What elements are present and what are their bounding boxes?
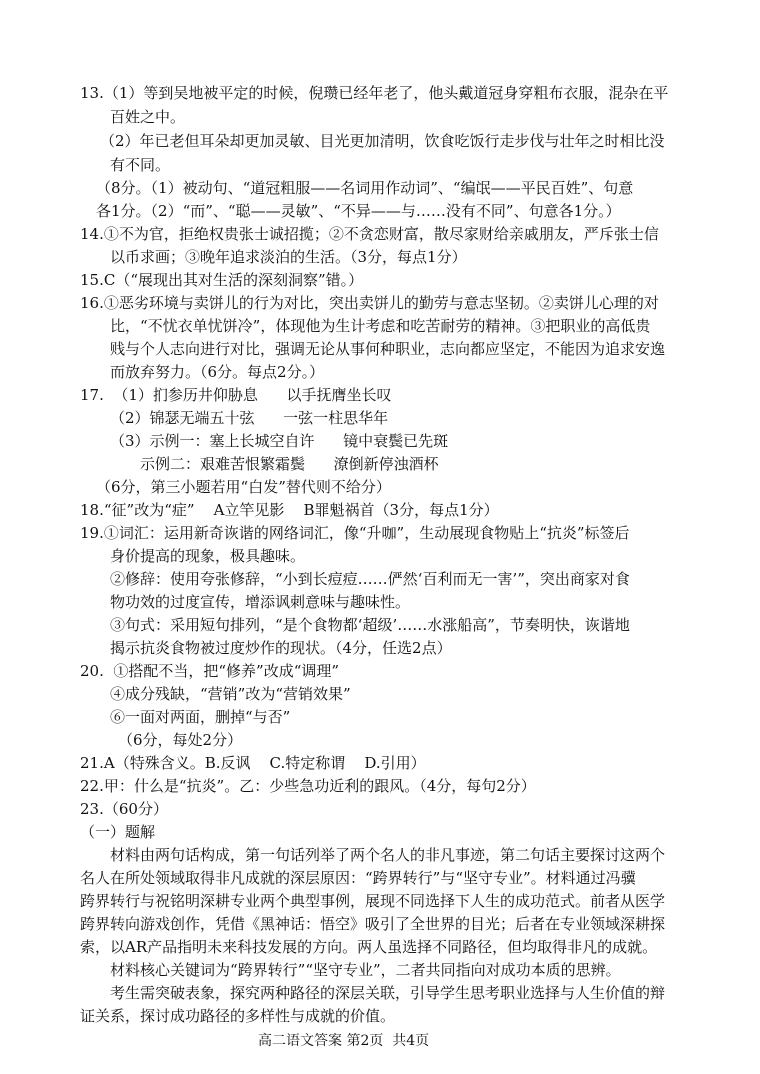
q15-answer: 15.C（“展现出其对生活的深刻洞察”错。） [80,271,364,289]
q22-answer: 22.甲：什么是“抗炎”。乙：少些急功近利的跟风。（4分，每句2分） [80,777,536,795]
q17-answer-4: 示例二：艰难苦恨繁霜鬓 潦倒新停浊酒杯 [140,455,439,473]
q16-answer-2: 比，“不忧衣单忧饼冷”，体现他为生计考虑和吃苦耐劳的精神。③把职业的高低贵 [110,317,651,335]
q23-para2: 材料核心关键词为“跨界转行”“坚守专业”，二者共同指向对成功本质的思辨。 [110,961,621,979]
q19-answer-6: 揭示抗炎食物被过度炒作的现状。（4分，任选2点） [110,639,452,657]
q13-scoring-1: （8分。（1）被动句、“道冠粗服——名词用作动词”、“编氓——平民百姓”、句意 [96,179,634,197]
q14-answer-2: 以币求画；③晚年追求淡泊的生活。（3分，每点1分） [110,248,467,266]
q14-answer-1: 14.①不为官，拒绝权贵张士诚招揽；②不贪恋财富，散尽家财给亲戚朋友，严斥张士信 [80,225,659,243]
q13-answer-1: 13.（1）等到吴地被平定的时候，倪瓒已经年老了，他头戴道冠身穿粗布衣服，混杂在平 [80,84,669,102]
q23-para1-line: 跨界转向游戏创作，凭借《黑神话：悟空》吸引了全世界的目光；后者在专业领域深耕探 [80,915,666,933]
q17-answer-3: （3）示例一：塞上长城空自许 镜中衰鬓已先斑 [110,432,449,450]
q18-answer: 18.“征”改为“症” A立竿见影 B罪魁祸首（3分，每点1分） [80,501,499,519]
q20-answer-2: ④成分残缺，“营销”改为“营销效果” [110,685,351,703]
q19-answer-3: ②修辞：使用夸张修辞，“小到长痘痘……俨然‘百利而无一害’”，突出商家对食 [110,570,630,588]
q23-para1-line: 名人在所处领域取得非凡成就的深层原因：“跨界转行”与“坚守专业”。材料通过冯骥 [80,869,636,887]
q19-answer-1: 19.①词汇：运用新奇诙谐的网络词汇，像“升咖”，生动展现食物贴上“抗炎”标签后 [80,524,630,542]
q21-answer: 21.A（特殊含义。B.反讽 C.特定称谓 D.引用） [80,754,426,772]
q16-answer-1: 16.①恶劣环境与卖饼儿的行为对比，突出卖饼儿的勤劳与意志坚韧。②卖饼儿心理的对 [80,294,659,312]
q19-answer-4: 物功效的过度宣传，增添讽刺意味与趣味性。 [110,593,411,611]
q23-para1-line: 索，以AR产品指明未来科技发展的方向。两人虽选择不同路径，但均取得非凡的成就。 [80,938,658,956]
q20-answer-1: 20. ①搭配不当，把“修养”改成“调理” [80,662,340,680]
page-footer: 高二语文答案 第2页 共4页 [258,1033,430,1049]
q17-answer-2: （2）锦瑟无端五十弦 一弦一柱思华年 [110,409,389,427]
q23-para1-line: 材料由两句话构成，第一句话列举了两个名人的非凡事迹，第二句话主要探讨这两个 [110,846,666,864]
q16-answer-3: 贱与个人志向进行对比，强调无论从事何种职业，志向都应坚定，不能因为追求安逸 [110,340,666,358]
q17-answer-1: 17. （1）扪参历井仰胁息 以手抚膺坐长叹 [80,386,392,404]
q17-scoring: （6分，第三小题若用“白发”替代则不给分） [96,478,391,496]
q20-answer-3: ⑥一面对两面，删掉“与否” [110,708,291,726]
q20-scoring: （6分，每处2分） [118,731,243,749]
q23-heading: 23.（60分） [80,800,168,818]
q16-answer-4: 而放弃努力。（6分。每点2分。） [110,363,325,381]
q13-answer-2-cont: 有不同。 [110,156,171,174]
q19-answer-2: 身价提高的现象，极具趣味。 [110,547,306,565]
q23-section-title: （一）题解 [80,823,156,841]
q23-para3-line: 考生需突破表象，探究两种路径的深层关联，引导学生思考职业选择与人生价值的辩 [110,984,666,1002]
q23-para1-line: 跨界转行与祝铭明深耕专业两个典型事例，展现不同选择下人生的成功范式。前者从医学 [80,892,666,910]
q13-answer-2: （2）年已老但耳朵却更加灵敏、目光更加清明，饮食吃饭行走步伐与壮年之时相比没 [100,132,665,150]
q13-scoring-2: 各1分。（2）“而”、“聪——灵敏”、“不异——与……没有不同”、句意各1分。） [96,202,621,220]
q19-answer-5: ③句式：采用短句排列，“是个食物都‘超级’……水涨船高”，节奏明快，诙谐地 [110,616,630,634]
q23-para3-line: 证关系，探讨成功路径的多样性与成就的价值。 [80,1007,396,1025]
q13-answer-1-cont: 百姓之中。 [110,108,186,126]
